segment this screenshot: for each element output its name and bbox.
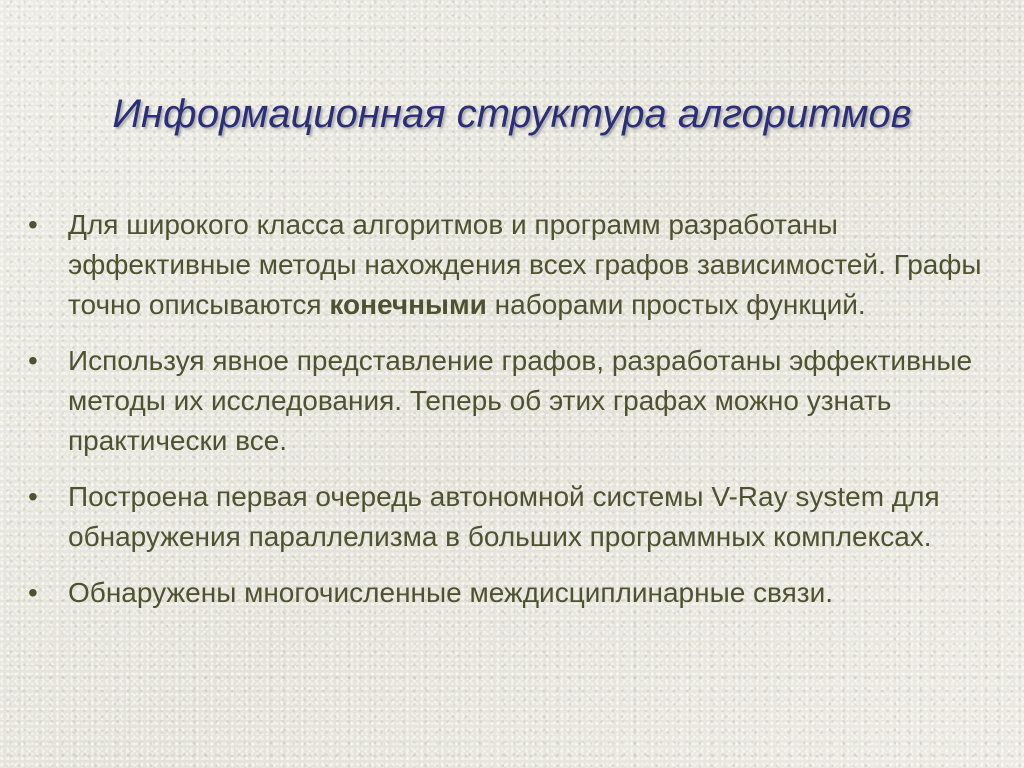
bullet-text: Обнаружены многочисленные междисциплинарные связи. <box>68 577 834 608</box>
bullet-text: Построена первая очередь автономной системы V-Ray system для обнаружения параллелизма в больших программных комплексах. <box>68 481 940 552</box>
bullet-item <box>22 477 1012 557</box>
slide-title: Информационная структура алгоритмов <box>112 92 912 136</box>
bullet-text-part: Для широкого класса алгоритмов и программ разработаны эффективные методы нахождения всех графов зависимостей. Графы точно описываются <box>68 209 982 320</box>
bullet-text-bold: конечными <box>329 289 487 320</box>
bullet-item <box>22 205 1012 325</box>
bullet-item <box>22 341 1012 461</box>
bullet-item <box>22 573 1012 613</box>
bullet-list <box>22 205 1012 629</box>
bullet-icon: • <box>28 481 38 512</box>
bullet-icon: • <box>28 209 38 240</box>
bullet-icon: • <box>28 345 38 376</box>
bullet-text-part: наборами простых функций. <box>486 289 866 320</box>
bullet-icon: • <box>28 577 38 608</box>
bullet-text: Используя явное представление графов, разработаны эффективные методы их исследования. Теперь об этих графах можно узнать практически все. <box>68 345 973 456</box>
